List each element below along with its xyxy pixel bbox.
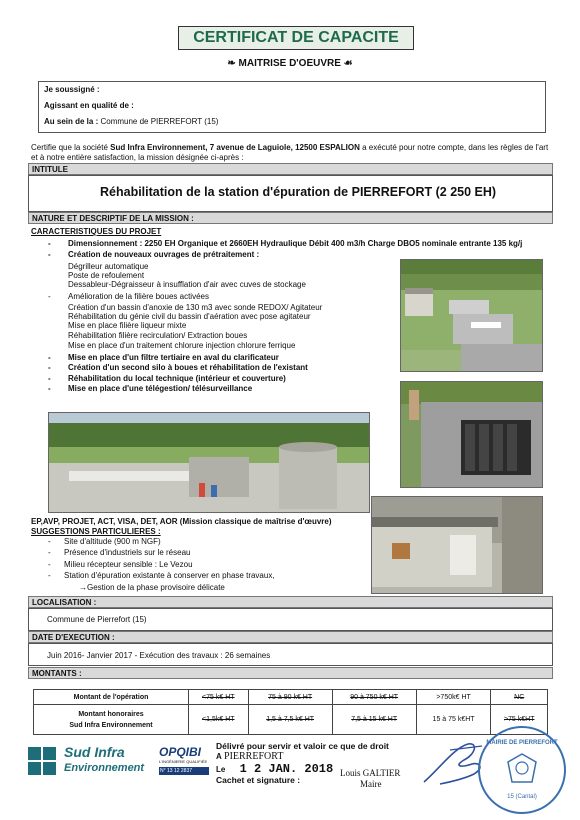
ornament-left-icon: ❧ (227, 58, 239, 69)
identity-line-3-label: Au sein de la : (44, 117, 99, 126)
row-label-operation: Montant de l'opération (34, 690, 189, 705)
delivre-text: Délivré pour servir et valoir ce que de droit (216, 741, 389, 751)
identity-line-3 (44, 117, 218, 126)
mission-item (68, 321, 186, 330)
certify-company: Sud Infra Environnement, 7 avenue de Laguiole, 12500 ESPALION (110, 143, 360, 152)
certify-line-1 (31, 143, 548, 152)
section-intitule: INTITULE (28, 163, 553, 175)
stamp-emblem-icon (502, 752, 542, 786)
identity-line-1: Je soussigné : (44, 85, 100, 94)
certify-pre: Certifie que la société (31, 143, 111, 152)
mission-item (48, 384, 252, 393)
bullet-dash-icon: - (48, 239, 51, 248)
mission-item (48, 353, 279, 362)
opqibi-logo (159, 745, 209, 781)
photo-local-technique (371, 496, 543, 594)
photo-station-overview (400, 259, 543, 372)
identity-line-3-value: Commune de PIERREFORT (15) (100, 117, 219, 126)
bullet-dash-icon: - (48, 250, 51, 259)
mission-item (68, 271, 144, 280)
bullet-dash-icon: - (48, 537, 51, 546)
date-label: Le (216, 765, 226, 774)
bullet-dash-icon: - (48, 363, 51, 372)
mission-item-text: Création de nouveaux ouvrages de prétraitement : (68, 250, 260, 259)
mission-item-text: Réhabilitation du génie civil du bassin d'aération avec pose agitateur (68, 312, 311, 321)
mission-item-text: Amélioration de la filière boues activées (68, 292, 209, 301)
table-cell: 7,5 à 15 k€ HT (332, 705, 416, 735)
table-row (34, 690, 548, 705)
mission-item-text: Réhabilitation filière recirculation/ Extraction boues (68, 331, 248, 340)
mission-item (68, 262, 149, 271)
signer-name: Louis GALTIER (340, 768, 401, 778)
certificate-subtitle (0, 58, 580, 69)
bullet-dash-icon: - (48, 548, 51, 557)
table-cell: 1,5 à 7,5 k€ HT (248, 705, 332, 735)
table-cell: NC (491, 690, 548, 705)
date-line (216, 762, 333, 776)
place-value: PIERREFORT (224, 751, 284, 762)
suggestion-item (48, 548, 190, 557)
signer-role: Maire (360, 779, 382, 789)
mission-item (48, 374, 286, 383)
identity-line-2: Agissant en qualité de : (44, 101, 134, 110)
mission-item (68, 341, 295, 350)
mission-item (68, 280, 306, 289)
section-localisation: LOCALISATION : (28, 596, 553, 608)
certificate-title: CERTIFICAT DE CAPACITE (178, 26, 414, 50)
mission-item (48, 239, 522, 248)
localisation-value: Commune de Pierrefort (15) (47, 615, 147, 624)
opqibi-number: N° 13 12 2837 (159, 767, 209, 775)
subtitle-text: MAITRISE D'OEUVRE (238, 58, 341, 69)
logo-squares-icon (28, 747, 58, 777)
table-cell: 15 à 75 k€HT (416, 705, 491, 735)
mission-item-text: Mise en place filière liqueur mixte (68, 321, 187, 330)
bullet-dash-icon: - (48, 353, 51, 362)
section-execution: DATE D'EXECUTION : (28, 631, 553, 643)
place-label: A (216, 752, 222, 761)
mission-item (68, 331, 247, 340)
mission-item-text: Poste de refoulement (68, 271, 145, 280)
mission-item (48, 292, 209, 301)
table-cell: 90 à 750 k€ HT (332, 690, 416, 705)
mission-item (48, 250, 259, 259)
table-cell: >75 k€HT (491, 705, 548, 735)
project-title: Réhabilitation de la station d'épuration de PIERREFORT (2 250 EH) (100, 185, 497, 199)
suggestion-text: Station d'épuration existante à conserver en phase travaux, (64, 571, 275, 580)
mission-item-text: Création d'un second silo à boues et réhabilitation de l'existant (68, 363, 308, 372)
suggestion-text: Milieu récepteur sensible : Le Vezou (64, 560, 193, 569)
mission-item (48, 363, 308, 372)
suggestion-item (48, 560, 193, 569)
bullet-dash-icon: - (48, 374, 51, 383)
table-cell: 75 à 90 k€ HT (248, 690, 332, 705)
company-logo (28, 744, 158, 780)
suggestion-item (48, 537, 161, 546)
honoraires-line-2: Sud Infra Environnement (69, 721, 153, 729)
suggestion-text: Présence d'industriels sur le réseau (64, 548, 191, 557)
table-cell: >750k€ HT (416, 690, 491, 705)
bullet-dash-icon: - (48, 560, 51, 569)
place-line (216, 751, 283, 762)
mission-item-text: Mise en place d'un traitement chlorure injection chlorure ferrique (68, 341, 296, 350)
mission-item-text: Dessableur-Dégraisseur à insufflation d'air avec cuves de stockage (68, 280, 306, 289)
ornament-right-icon: ☙ (340, 58, 353, 69)
logo-line-2: Environnement (64, 762, 145, 774)
mission-item (68, 312, 311, 321)
certify-line-2: et à notre entière satisfaction, la mission désignée ci-après : (31, 153, 244, 162)
mission-phases: EP,AVP, PROJET, ACT, VISA, DET, AOR (Mission classique de maîtrise d'œuvre) (31, 517, 332, 526)
mission-item-text: Dégrilleur automatique (68, 262, 149, 271)
mission-item-text: Mise en place d'une télégestion/ télésurveillance (68, 384, 253, 393)
town-hall-stamp (478, 726, 566, 814)
characteristics-label: CARACTERISTIQUES DU PROJET (31, 227, 162, 236)
mission-item-text: Mise en place d'un filtre tertiaire en aval du clarificateur (68, 353, 279, 362)
stamp-sub: 15 (Cantal) (507, 794, 537, 800)
opqibi-sub: L'INGÉNIERIE QUALIFIÉE (159, 759, 208, 764)
honoraires-line-1: Montant honoraires (78, 710, 144, 718)
section-mission: NATURE ET DESCRIPTIF DE LA MISSION : (28, 212, 553, 224)
mission-item-text: Création d'un bassin d'anoxie de 130 m3 avec sonde REDOX/ Agitateur (68, 303, 323, 312)
suggestion-sub: →Gestion de la phase provisoire délicate (79, 583, 225, 592)
bullet-dash-icon: - (48, 571, 51, 580)
table-cell: <75 k€ HT (189, 690, 249, 705)
mission-item-text: Dimensionnement : 2250 EH Organique et 2660EH Hydraulique Débit 400 m3/h Charge DBO5 nominale entrante 135 kg/j (68, 239, 523, 248)
opqibi-text: OPQIBI (159, 745, 202, 759)
suggestions-label: SUGGESTIONS PARTICULIERES : (31, 527, 161, 536)
logo-line-1: Sud Infra (64, 744, 125, 760)
bullet-dash-icon: - (48, 292, 51, 301)
suggestion-item (48, 571, 275, 580)
section-montants: MONTANTS : (28, 667, 553, 679)
bullet-dash-icon: - (48, 384, 51, 393)
table-cell: <1,5k€ HT (189, 705, 249, 735)
row-label-honoraires (34, 705, 189, 735)
certify-post: a exécuté pour notre compte, dans les règles de l'art (359, 143, 549, 152)
mission-item-text: Réhabilitation du local technique (intérieur et couverture) (68, 374, 286, 383)
date-stamp: 1 2 JAN. 2018 (239, 762, 334, 776)
mission-item (68, 303, 322, 312)
table-row (34, 705, 548, 735)
cachet-label: Cachet et signature : (216, 775, 301, 785)
fees-table (33, 689, 548, 735)
suggestion-text: Site d'altitude (900 m NGF) (64, 537, 161, 546)
execution-value: Juin 2016- Janvier 2017 - Exécution des travaux : 26 semaines (47, 651, 271, 660)
photo-filter-equipment (400, 381, 543, 488)
photo-panorama (48, 412, 370, 513)
stamp-text: MAIRIE DE PIERREFORT (486, 740, 558, 746)
